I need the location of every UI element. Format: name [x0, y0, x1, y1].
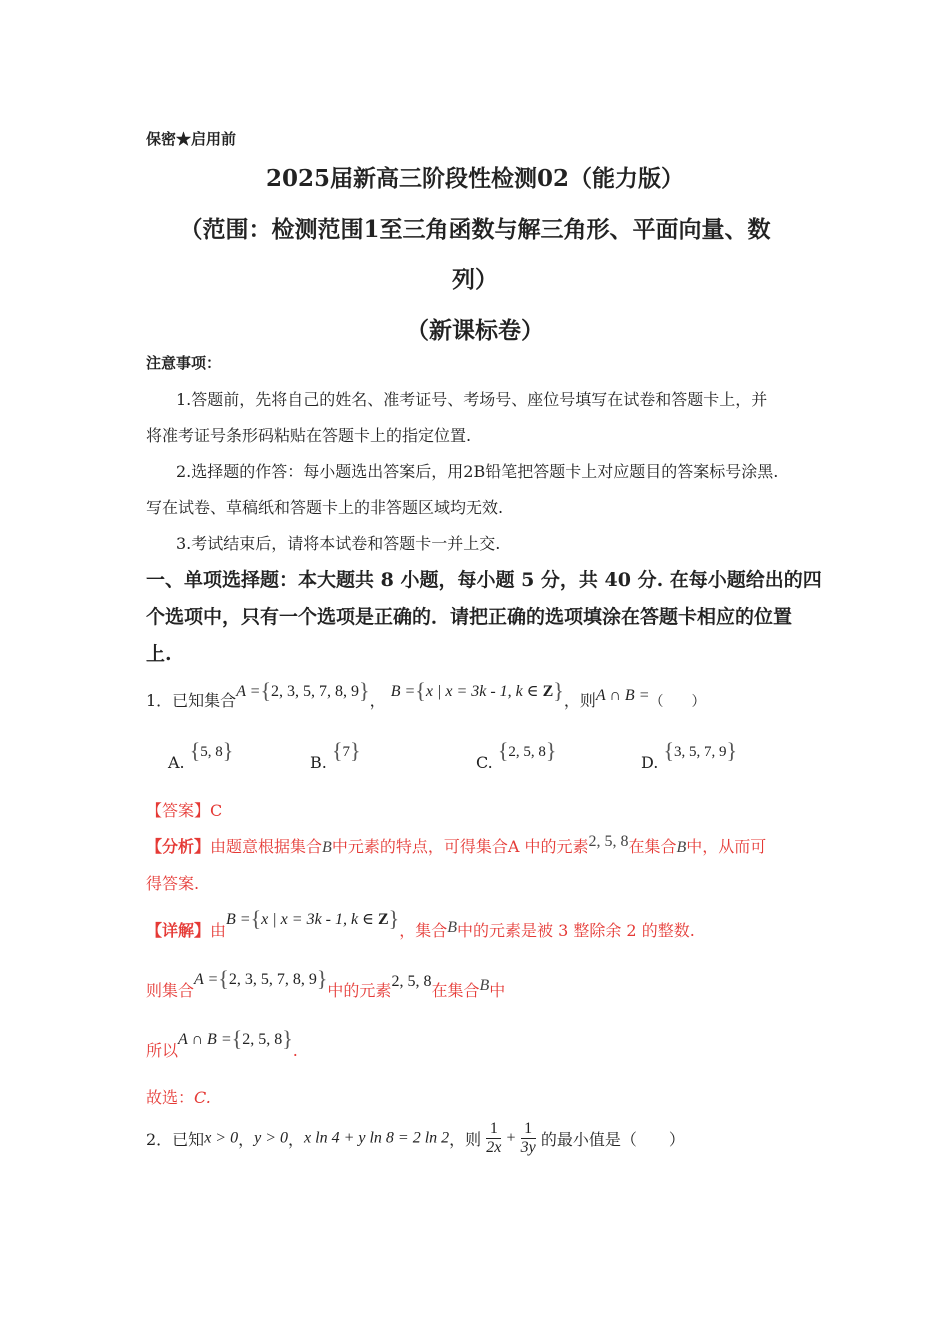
q1-detail: 【详解】由B ={x | x = 3k - 1, k ∈ Z}，集合B中的元素是被 3 整除余 2 的整数. [146, 906, 695, 940]
q1-so-line: 所以A ∩ B ={2, 5, 8}. [146, 1026, 298, 1060]
q1-analysis-line1: 【分析】由题意根据集合B中元素的特点，可得集合A 中的元素2, 5, 8在集合B中，从而可 [146, 833, 767, 856]
q1-option-b[interactable]: B. {7} [310, 738, 361, 772]
q1-prefix: 1．已知集合 [146, 691, 237, 710]
note-2-line1: 2.选择题的作答：每小题选出答案后，用2B铅笔把答题卡上对应题目的答案标号涂黑. [176, 462, 779, 481]
section1-line3: 上. [146, 643, 172, 665]
exam-range-line1: （范围：检测范围1至三角函数与解三角形、平面向量、数 [179, 216, 771, 243]
secret-label: 保密★启用前 [146, 130, 237, 148]
q1-stem [146, 678, 706, 714]
note-2-line2: 写在试卷、草稿纸和答题卡上的非答题区域均无效. [146, 498, 504, 517]
q1-answer-paren: （ ） [649, 694, 706, 710]
q1-option-a[interactable]: A. {5, 8} [168, 738, 234, 772]
q2-fraction-2: $\frac{1}{3y}$ [520, 1120, 536, 1156]
q1-then: ，则 [563, 691, 596, 710]
note-1-line1: 1.答题前，先将自己的姓名、准考证号、考场号、座位号填写在试卷和答题卡上，并 [176, 390, 768, 409]
note-3: 3.考试结束后，请将本试卷和答题卡一并上交. [176, 534, 501, 553]
q1-analysis-line2: 得答案. [146, 874, 200, 893]
exam-range-line2: 列） [452, 266, 498, 293]
exam-title: 2025届新高三阶段性检测02（能力版） [265, 165, 685, 192]
paper-type: （新课标卷） [406, 317, 544, 344]
q1-comma: ， [369, 691, 386, 710]
q2-stem: 2．已知x > 0，y > 0，x ln 4 + y ln 8 = 2 ln 2，则 $\frac{1}{2x}$ + $\frac{1}{3y}$ 的最小值是（ ） [146, 1120, 685, 1156]
section1-line1: 一、单项选择题：本大题共 8 小题，每小题 5 分，共 40 分. 在每小题给出的四 [146, 569, 822, 591]
section1-line2: 个选项中，只有一个选项是正确的．请把正确的选项填涂在答题卡相应的位置 [146, 606, 793, 628]
q1-answer: 【答案】C [146, 801, 223, 820]
notes-heading: 注意事项： [146, 354, 222, 372]
note-1-line2: 将准考证号条形码粘贴在答题卡上的指定位置. [146, 426, 472, 445]
q1-then-line: 则集合A ={2, 3, 5, 7, 8, 9}中的元素2, 5, 8在集合B中 [146, 966, 506, 1000]
q1-option-c[interactable]: C. {2, 5, 8} [476, 738, 557, 772]
q1-expr: A ∩ B = [595, 687, 650, 704]
q1-set-b: B ={x | x = 3k - 1, k ∈ Z} [390, 678, 564, 703]
q1-option-d[interactable]: D. {3, 5, 7, 9} [641, 738, 738, 772]
q2-fraction-1: $\frac{1}{2x}$ [486, 1120, 502, 1156]
q1-choose: 故选：C. [146, 1088, 211, 1107]
q1-set-a: A ={2, 3, 5, 7, 8, 9} [236, 678, 370, 703]
